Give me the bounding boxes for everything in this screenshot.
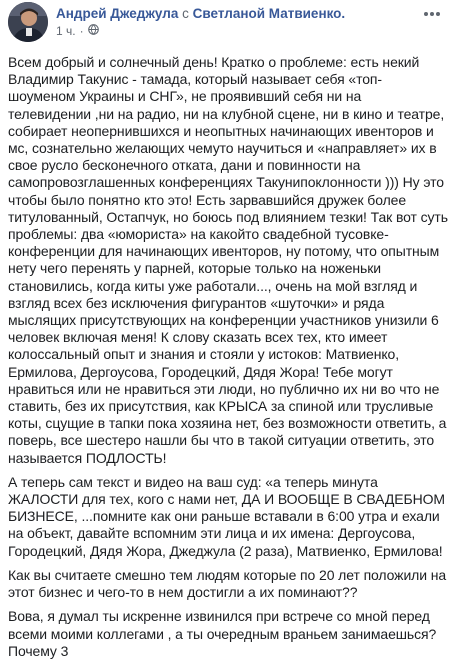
- post-text: [8, 54, 448, 660]
- post-paragraph: А теперь сам текст и видео на ваш суд: «а теперь минута ЖАЛОСТИ для тех, кого с нами нет, ДА И ВООБЩЕ В СВАДЕБНОМ БИЗНЕСЕ, ...помните как они раньше вставали в 6:00 утра и ехали на объект, давайте вспомним эти лица и их имена: Дергоусова, Городецкий, Дядя Жора, Джеджула (2 раза), Матвиенко, Ермилова!: [8, 473, 445, 559]
- globe-icon[interactable]: [88, 24, 99, 38]
- tagged-user-name[interactable]: Светланой Матвиенко.: [192, 6, 346, 21]
- post-paragraph: Как вы считаете смешно тем людям которые по 20 лет положили на этот бизнес и чего-то в нем достигли а их поминают??: [8, 566, 447, 601]
- meta-separator: ·: [79, 24, 84, 38]
- post-paragraph: Вова, я думал ты искренне извинился при встрече со мной перед всеми моими коллегами , а ты очередным враньем занимаешься? Почему 3: [8, 608, 437, 659]
- post-author-line: [56, 6, 345, 22]
- avatar[interactable]: [8, 2, 48, 42]
- with-label: с: [182, 6, 189, 21]
- post-header: [0, 0, 454, 40]
- post-paragraph: Всем добрый и солнечный день! Кратко о проблеме: есть некий Владимир Такунис - тамада, который называет себя «топ-шоуменом Украины и СНГ», не проявивший себя ни на телевидении ,ни на радио, ни на клубной сцене, ни в кино и театре, собирает неопернившихся и неопытных начинающих ивенторов и мс, сознательно желающих чемуто научиться и «направляет» их в свое русло бесконечного отката, дани и повинности на самопровозглашенных конференциях Такунипоклонности ))) Ну это чтобы было понятно кто это! Есть зарвавшийся дружек более титулованный, Остапчук, но боюсь под влиянием тезки! Так вот суть проблемы: два «юмориста» на какойто свадебной тусовке-конференции для начинающих ивенторов, ну потому, что опытным нету чего перенять у парней, которые только на ноженьки становились, когда киты уже работали..., очень на мой взгляд и взгляд всех без исключения фигурантов «шуточки» и ряда мыслящих присутствующих на конференции участников унизили 6 человек включая меня! К слову сказать всех тех, кто имеет колоссальный опыт и знания и стояли у истоков: Матвиенко, Ермилова, Дергоусова, Городецкий, Дядя Жора! Тебе могут нравиться или не нравиться эти люди, но публично их ни во что не ставить, без их присутствия, как КРЫСА за спиной или трусливые коты, сцущие в тапки пока хозяина нет, без возможности ответить, а поверь, все шестеро нашли бы что в такой ситуации ответить, это называется ПОДЛОСТЬ!: [8, 54, 448, 466]
- author-name[interactable]: Андрей Джеджула: [56, 6, 179, 21]
- post-timestamp[interactable]: 1 ч.: [56, 24, 76, 38]
- post-meta: [56, 24, 99, 38]
- more-options-icon[interactable]: [420, 4, 444, 24]
